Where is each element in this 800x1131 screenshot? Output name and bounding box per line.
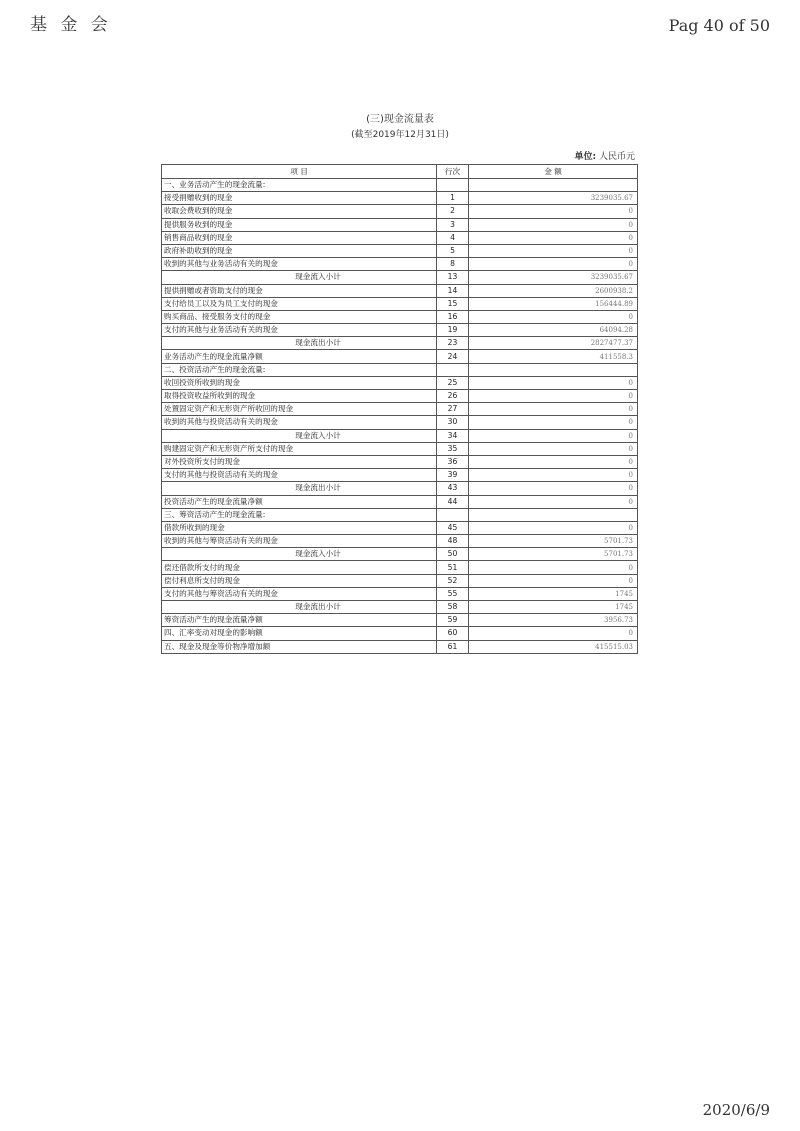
row-line-number: 13 <box>437 271 469 284</box>
row-amount: 0 <box>469 416 638 429</box>
row-item-label: 购买商品、接受服务支付的现金 <box>162 310 437 323</box>
row-amount: 0 <box>469 561 638 574</box>
row-amount: 1745 <box>469 601 638 614</box>
row-line-number: 15 <box>437 297 469 310</box>
row-line-number: 3 <box>437 218 469 231</box>
row-line-number: 27 <box>437 403 469 416</box>
row-line-number: 23 <box>437 337 469 350</box>
row-line-number: 61 <box>437 640 469 653</box>
row-item-label: 四、汇率变动对现金的影响额 <box>162 627 437 640</box>
row-item-label: 一、业务活动产生的现金流量: <box>162 179 437 192</box>
table-body <box>162 179 638 654</box>
row-line-number: 60 <box>437 627 469 640</box>
row-line-number: 4 <box>437 231 469 244</box>
row-item-label: 现金流出小计 <box>162 337 437 350</box>
row-amount: 2600938.2 <box>469 284 638 297</box>
table-row <box>162 376 638 389</box>
table-row <box>162 614 638 627</box>
row-item-label: 收到的其他与投资活动有关的现金 <box>162 416 437 429</box>
row-line-number: 52 <box>437 574 469 587</box>
table-row <box>162 350 638 363</box>
row-line-number: 44 <box>437 495 469 508</box>
unit-label: 单位: <box>574 152 597 162</box>
row-item-label: 现金流出小计 <box>162 482 437 495</box>
table-row <box>162 363 638 376</box>
row-item-label: 对外投资所支付的现金 <box>162 455 437 468</box>
table-row <box>162 442 638 455</box>
row-amount: 0 <box>469 627 638 640</box>
row-item-label: 支付的其他与筹资活动有关的现金 <box>162 587 437 600</box>
row-amount: 0 <box>469 205 638 218</box>
table-row <box>162 258 638 271</box>
table-row <box>162 192 638 205</box>
table-row <box>162 535 638 548</box>
row-amount <box>469 508 638 521</box>
row-amount: 0 <box>469 442 638 455</box>
table-row <box>162 271 638 284</box>
header-left-title: 基 金 会 <box>30 15 112 35</box>
table-row <box>162 310 638 323</box>
row-line-number: 59 <box>437 614 469 627</box>
table-row <box>162 640 638 653</box>
row-item-label: 接受捐赠收到的现金 <box>162 192 437 205</box>
row-amount: 2827477.37 <box>469 337 638 350</box>
row-line-number: 8 <box>437 258 469 271</box>
table-row <box>162 297 638 310</box>
table-row <box>162 561 638 574</box>
row-item-label: 业务活动产生的现金流量净额 <box>162 350 437 363</box>
row-amount: 0 <box>469 403 638 416</box>
row-amount: 0 <box>469 482 638 495</box>
row-amount: 415515.03 <box>469 640 638 653</box>
row-amount <box>469 363 638 376</box>
table-row <box>162 218 638 231</box>
table-row <box>162 429 638 442</box>
row-line-number: 26 <box>437 390 469 403</box>
row-amount: 411558.3 <box>469 350 638 363</box>
row-amount: 0 <box>469 218 638 231</box>
table-row <box>162 244 638 257</box>
table-row <box>162 231 638 244</box>
row-amount: 0 <box>469 574 638 587</box>
currency-unit <box>575 149 636 162</box>
row-amount: 0 <box>469 258 638 271</box>
row-item-label: 现金流出小计 <box>162 601 437 614</box>
row-amount <box>469 179 638 192</box>
column-header-line: 行次 <box>437 165 469 179</box>
row-amount: 3239035.67 <box>469 271 638 284</box>
row-line-number: 25 <box>437 376 469 389</box>
table-row <box>162 337 638 350</box>
row-line-number: 35 <box>437 442 469 455</box>
row-item-label: 支付给员工以及为员工支付的现金 <box>162 297 437 310</box>
row-line-number: 5 <box>437 244 469 257</box>
row-item-label: 现金流入小计 <box>162 271 437 284</box>
table-row <box>162 601 638 614</box>
row-amount: 5701.73 <box>469 548 638 561</box>
row-amount: 0 <box>469 429 638 442</box>
row-amount: 64094.28 <box>469 324 638 337</box>
table-row <box>162 205 638 218</box>
row-amount: 0 <box>469 244 638 257</box>
table-row <box>162 416 638 429</box>
row-amount: 0 <box>469 469 638 482</box>
row-item-label: 支付的其他与业务活动有关的现金 <box>162 324 437 337</box>
row-line-number: 34 <box>437 429 469 442</box>
row-amount: 0 <box>469 390 638 403</box>
unit-value: 人民币元 <box>598 152 635 162</box>
table-header-row <box>162 165 638 179</box>
row-item-label: 现金流入小计 <box>162 548 437 561</box>
row-amount: 0 <box>469 310 638 323</box>
row-item-label: 投资活动产生的现金流量净额 <box>162 495 437 508</box>
row-item-label: 购建固定资产和无形资产所支付的现金 <box>162 442 437 455</box>
row-line-number: 50 <box>437 548 469 561</box>
row-line-number: 43 <box>437 482 469 495</box>
row-item-label: 五、现金及现金等价物净增加额 <box>162 640 437 653</box>
row-amount: 0 <box>469 495 638 508</box>
row-line-number: 24 <box>437 350 469 363</box>
row-line-number: 48 <box>437 535 469 548</box>
table-row <box>162 548 638 561</box>
table-row <box>162 284 638 297</box>
row-item-label: 筹资活动产生的现金流量净额 <box>162 614 437 627</box>
table-row <box>162 482 638 495</box>
row-line-number: 36 <box>437 455 469 468</box>
row-amount: 0 <box>469 376 638 389</box>
table-row <box>162 469 638 482</box>
row-item-label: 现金流入小计 <box>162 429 437 442</box>
row-line-number: 16 <box>437 310 469 323</box>
row-line-number: 45 <box>437 521 469 534</box>
row-amount: 3239035.67 <box>469 192 638 205</box>
column-header-item: 项 目 <box>162 165 437 179</box>
statement-title: (三)现金流量表 <box>366 114 434 125</box>
row-line-number <box>437 508 469 521</box>
row-amount: 3956.73 <box>469 614 638 627</box>
statement-subtitle: (截至2019年12月31日) <box>351 130 449 140</box>
table-row <box>162 574 638 587</box>
footer-date: 2020/6/9 <box>702 1101 770 1119</box>
row-line-number <box>437 179 469 192</box>
row-item-label: 支付的其他与投资活动有关的现金 <box>162 469 437 482</box>
row-line-number: 39 <box>437 469 469 482</box>
row-item-label: 偿付利息所支付的现金 <box>162 574 437 587</box>
row-item-label: 三、筹资活动产生的现金流量: <box>162 508 437 521</box>
column-header-amount: 金 额 <box>469 165 638 179</box>
row-item-label: 取得投资收益所收到的现金 <box>162 390 437 403</box>
row-item-label: 处置固定资产和无形资产所收回的现金 <box>162 403 437 416</box>
row-amount: 0 <box>469 231 638 244</box>
cash-flow-table <box>161 164 638 654</box>
table-row <box>162 403 638 416</box>
row-line-number: 55 <box>437 587 469 600</box>
row-item-label: 借款所收到的现金 <box>162 521 437 534</box>
row-item-label: 二、投资活动产生的现金流量: <box>162 363 437 376</box>
row-line-number: 2 <box>437 205 469 218</box>
row-amount: 1745 <box>469 587 638 600</box>
row-line-number: 1 <box>437 192 469 205</box>
row-line-number: 14 <box>437 284 469 297</box>
row-item-label: 提供捐赠或者资助支付的现金 <box>162 284 437 297</box>
table-row <box>162 324 638 337</box>
row-item-label: 提供服务收到的现金 <box>162 218 437 231</box>
table-row <box>162 587 638 600</box>
row-line-number: 30 <box>437 416 469 429</box>
table-row <box>162 627 638 640</box>
row-amount: 0 <box>469 521 638 534</box>
row-line-number: 51 <box>437 561 469 574</box>
row-item-label: 收回投资所收到的现金 <box>162 376 437 389</box>
row-item-label: 收到的其他与业务活动有关的现金 <box>162 258 437 271</box>
row-amount: 156444.89 <box>469 297 638 310</box>
row-item-label: 收到的其他与筹资活动有关的现金 <box>162 535 437 548</box>
row-item-label: 政府补助收到的现金 <box>162 244 437 257</box>
table-row <box>162 495 638 508</box>
row-item-label: 收取会费收到的现金 <box>162 205 437 218</box>
table-row <box>162 508 638 521</box>
row-line-number <box>437 363 469 376</box>
page-indicator: Pag 40 of 50 <box>668 16 770 35</box>
row-item-label: 偿还借款所支付的现金 <box>162 561 437 574</box>
table-row <box>162 390 638 403</box>
row-amount: 5701.73 <box>469 535 638 548</box>
table-row <box>162 455 638 468</box>
table-row <box>162 179 638 192</box>
row-line-number: 58 <box>437 601 469 614</box>
row-line-number: 19 <box>437 324 469 337</box>
row-amount: 0 <box>469 455 638 468</box>
row-item-label: 销售商品收到的现金 <box>162 231 437 244</box>
table-row <box>162 521 638 534</box>
